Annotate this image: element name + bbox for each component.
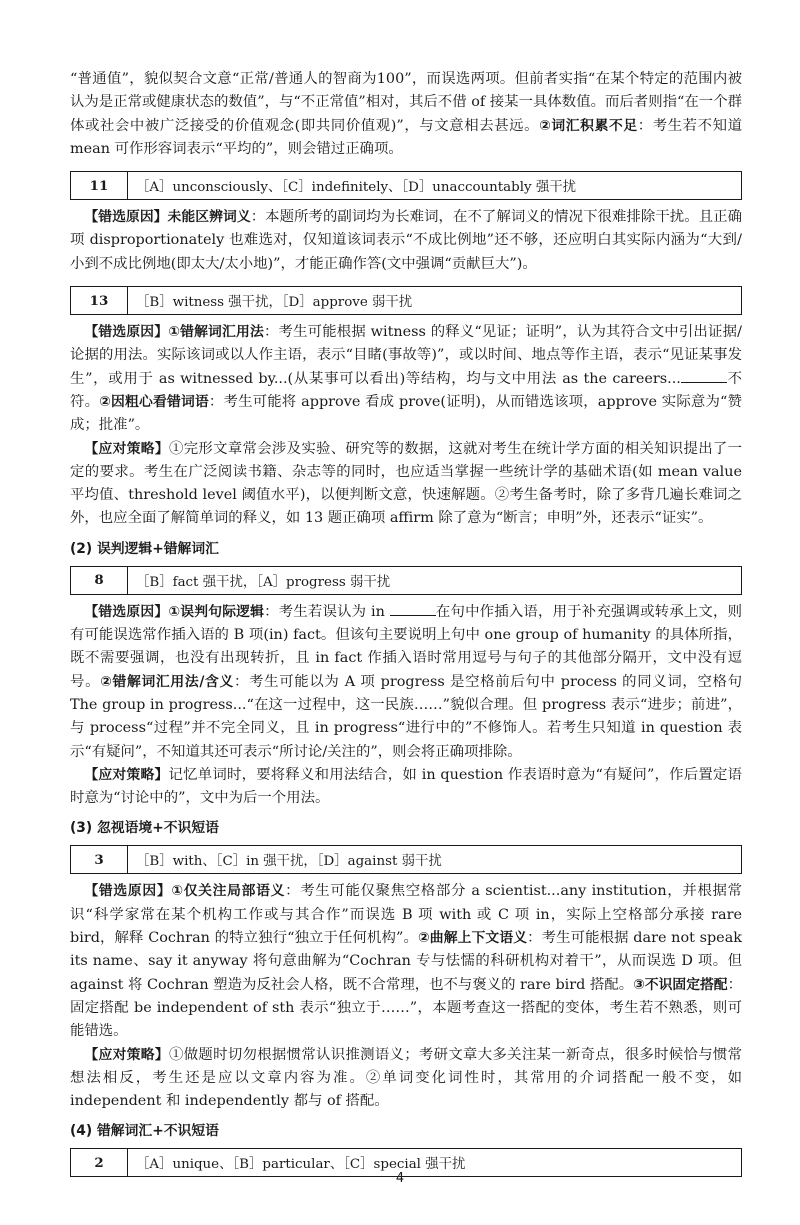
page-number: 4 (395, 1171, 405, 1186)
text: ：固定搭配 be independent of sth 表示“独立于……”，本题考查这一搭配的变体，考生若不熟悉，则可能错选。 (70, 976, 742, 1040)
bold-label: ②错解词汇用法/含义 (100, 673, 234, 690)
section-heading-4: (4) 错解词汇+不识短语 (70, 1123, 219, 1140)
paragraph-2 (70, 206, 742, 276)
question-number: 2 (71, 1149, 128, 1176)
section-heading-2: (2) 误判逻辑+错解词汇 (70, 540, 219, 557)
paragraph-6 (70, 764, 742, 811)
distractor-text: ［B］with、［C］in 强干扰，［D］against 弱干扰 (136, 854, 442, 870)
bold-label: 【应对策略】 (84, 440, 170, 457)
distractor-text: ［B］witness 强干扰，［D］approve 弱干扰 (136, 295, 413, 311)
text: ①完形文章常会涉及实验、研究等的数据，这就对考生在统计学方面的相关知识提出了一定的要求。考生在广泛阅读书籍、杂志等的同时，也应适当掌握一些统计学的基础术语(如 mean value 平均值、threshold level 阈值水平)，以便判断文意，快速解题。②考生备考时，除了多背几遍长难词之外，也应全面了解简单词的释义，如 13 题正确项 affirm 除了意为“断言；申明”外，还表示“证实”。 (70, 440, 742, 527)
distractor-text: ［A］unique、［B］particular、［C］special 强干扰 (136, 1157, 466, 1173)
bold-label: 【应对策略】 (84, 766, 169, 783)
answer-box-8 (70, 566, 742, 595)
answer-box-3 (70, 845, 742, 874)
text: ：考生若不知道 mean 可作形容词表示“平均的”，则会错过正确项。 (70, 117, 742, 157)
text: ：考生可能根据 witness 的释义“见证；证明”，认为其符合文中引出证据/论据的用法。实际该词或以人作主语，表示“目睹(事故等)”，或以时间、地点等作主语，表示“见证某事发生”，或用于 as witnessed by...(从某事可以看出)等结构，均与文中用法 as the careers... (70, 324, 742, 387)
paragraph-3 (70, 321, 742, 437)
paragraph-4 (70, 438, 742, 531)
paragraph-5 (70, 601, 742, 764)
question-number: 3 (71, 846, 128, 873)
text: ：考生若误认为 in (264, 603, 385, 620)
bold-label: ③不识固定搭配 (633, 976, 728, 993)
bold-label: 【错选原因】①错解词汇用法 (84, 324, 264, 341)
text: 在句中作插入语，用于补充强调或转承上文，则有可能误选常作插入语的 B 项(in) fact。但该句主要说明上句中 one group of humanity 的具体所指，既不需要强调，也没有出现转折，且 in fact 作插入语时常用逗号与句子的其他部分隔开，文中没有逗号。 (70, 603, 742, 690)
question-number: 13 (71, 287, 128, 314)
blank-line (681, 370, 727, 383)
text: ：考生可能根据 dare not speak its name、say it anyway 将句意曲解为“Cochran 专与怯懦的科研机构对着干”，从而误选 D 项。但 against 将 Cochran 塑造为反社会人格，既不合常理，也不与褒义的 rare bird 搭配。 (70, 930, 742, 993)
paragraph-7 (70, 880, 742, 1043)
paragraph-8 (70, 1044, 742, 1114)
text: ：考生可能将 approve 看成 prove(证明)，从而错选该项，approve 实际意为“赞成；批准”。 (70, 393, 742, 434)
text: ：考生可能仅聚焦空格部分 a scientist...any institution，并根据常识“科学家常在某个机构工作或与其合作”而误选 B 项 with 或 C 项 in，实际上空格部分承接 rare bird，解释 Cochran 的特立独行“独立于任何机构”。 (70, 883, 742, 947)
text: ①做题时切勿根据惯常认识推测语义；考研文章大多关注某一新奇点，很多时候恰与惯常想法相反，考生还是应以文章内容为准。②单词变化词性时，其常用的介词搭配一般不变，如 independent 和 independently 都与 of 搭配。 (70, 1046, 742, 1110)
text: 不符。 (70, 370, 742, 410)
answer-box-11 (70, 171, 742, 200)
section-heading-3: (3) 忽视语境+不识短语 (70, 820, 219, 837)
bold-label: ②因粗心看错词语 (99, 393, 209, 410)
text: ：考生可能以为 A 项 progress 是空格前后句中 process 的同义词，空格句 The group in progress...“在这一过程中，这一民族……”貌似合理。但 progress 表示“进步；前进”，与 process“过程”并不完全同义，且 in progress“进行中的”不修饰人。若考生只知道 in question 表示“有疑问”，不知道其还可表示“所讨论/关注的”，则会将正确项排除。 (70, 673, 742, 760)
bold-label: 【错选原因】①误判句际逻辑 (84, 603, 265, 620)
distractor-text: ［A］unconsciously、［C］indefinitely、［D］unaccountably 强干扰 (136, 180, 577, 196)
text: 记忆单词时，要将释义和用法结合，如 in question 作表语时意为“有疑问”，作后置定语时意为“讨论中的”，文中为后一个用法。 (70, 766, 743, 807)
bold-label: 【错选原因】未能区辨词义 (84, 209, 251, 226)
distractor-text: ［B］fact 强干扰，［A］progress 弱干扰 (136, 574, 391, 590)
answer-box-13 (70, 286, 742, 315)
bold-label: 【应对策略】 (84, 1046, 170, 1063)
question-number: 8 (71, 567, 128, 594)
text: “普通值”，貌似契合文意“正常/普通人的智商为100”，而误选两项。但前者实指“在某个特定的范围内被认为是正常或健康状态的数值”，与“不正常值”相对，其后不借 of 接某一具体数值。而后者则指“在一个群体或社会中被广泛接受的价值观念(即共同价值观)”，与文意相去甚远。 (70, 71, 742, 134)
bold-label: ②词汇积累不足 (539, 117, 638, 134)
bold-label: 【错选原因】①仅关注局部语义 (84, 883, 286, 900)
text: ：本题所考的副词均为长难词，在不了解词义的情况下很难排除干扰。且正确项 disproportionately 也难选对，仅知道该词表示“不成比例地”还不够，还应明白其实际内涵为“大到/小到不成比例地(即太大/太小地)”，才能正确作答(文中强调“贡献巨大”)。 (70, 209, 742, 272)
question-number: 11 (71, 172, 128, 199)
bold-label: ②曲解上下文语义 (418, 930, 528, 947)
paragraph-1 (70, 68, 742, 161)
page-content (70, 68, 742, 1183)
blank-line (390, 603, 436, 616)
